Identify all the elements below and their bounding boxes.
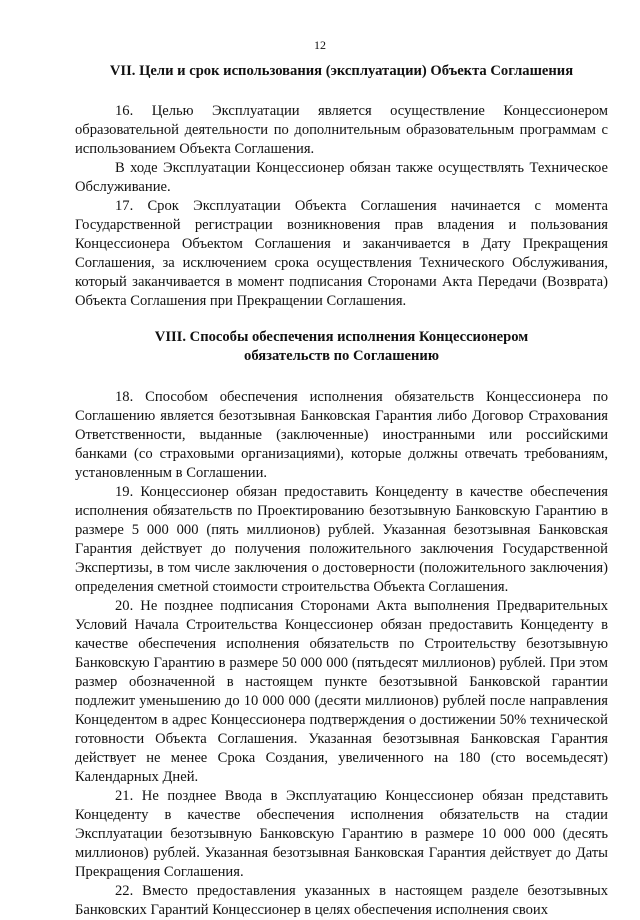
paragraph-16-maintenance: В ходе Эксплуатации Концессионер обязан также осуществлять Техническое Обслуживание. <box>75 160 608 195</box>
document-content <box>75 62 608 920</box>
page-number: 12 <box>314 38 326 52</box>
paragraph-19: 19. Концессионер обязан предоставить Концеденту в качестве обеспечения исполнения обязательств по Проектированию безотзывную Банковскую Гарантию в размере 5 000 000 (пять миллионов) рублей. Указанная безотзывная Банковская Гарантия действует до получения положительного заключения Государственной Экспертизы, в том числе заключения о достоверности (положительного заключения) определения сметной стоимости строительства Объекта Соглашения. <box>75 484 608 595</box>
paragraph-17: 17. Срок Эксплуатации Объекта Соглашения начинается с момента Государственной регистрации возникновения прав владения и пользования Концессионера Объектом Соглашения и заканчивается в Дату Прекращения Соглашения, за исключением срока осуществления Технического Обслуживания, который заканчивается в момент подписания Сторонами Акта Передачи (Возврата) Объекта Соглашения при Прекращении Соглашения. <box>75 198 608 309</box>
section-8-heading <box>75 328 608 366</box>
paragraph-22: 22. Вместо предоставления указанных в настоящем разделе безотзывных Банковских Гарантий Концессионер в целях обеспечения исполнения своих <box>75 883 608 918</box>
paragraph-21: 21. Не позднее Ввода в Эксплуатацию Концессионер обязан представить Концеденту в качестве обеспечения исполнения обязательств на стадии Эксплуатации безотзывную Банковскую Гарантию в размере 10 000 000 (десять миллионов) рублей. Указанная безотзывная Банковская Гарантия действует до Даты Прекращения Соглашения. <box>75 788 608 880</box>
paragraph-18: 18. Способом обеспечения исполнения обязательств Концессионера по Соглашению является безотзывная Банковская Гарантия либо Договор Страхования Ответственности, выданные (заключенные) иностранными или российскими банками (со страховыми организациями), которые должны отвечать требованиям, установленным в Соглашении. <box>75 389 608 481</box>
section-8-heading-line-1: VIII. Способы обеспечения исполнения Концессионером <box>154 329 529 345</box>
paragraph-16: 16. Целью Эксплуатации является осуществление Концессионером образовательной деятельности по дополнительным образовательным программам с использованием Объекта Соглашения. <box>75 103 608 157</box>
section-8-heading-line-2: обязательств по Соглашению <box>244 348 439 364</box>
section-7-heading: VII. Цели и срок использования (эксплуатации) Объекта Соглашения <box>109 63 574 79</box>
paragraph-20: 20. Не позднее подписания Сторонами Акта выполнения Предварительных Условий Начала Строительства Концессионер обязан предоставить Концеденту в качестве обеспечения исполнения обязательств по Строительству безотзывную Банковскую Гарантию в размере 50 000 000 (пятьдесят миллионов) рублей. При этом размер обозначенной в настоящем пункте безотзывной Банковской гарантии подлежит уменьшению до 10 000 000 (десяти миллионов) рублей после направления Концедентом в адрес Концессионера подтверждения о достижении 50% технической готовности Объекта Соглашения. Указанная безотзывная Банковская Гарантия действует не менее Срока Создания, увеличенного на 180 (сто восемьдесят) Календарных Дней. <box>75 598 608 785</box>
